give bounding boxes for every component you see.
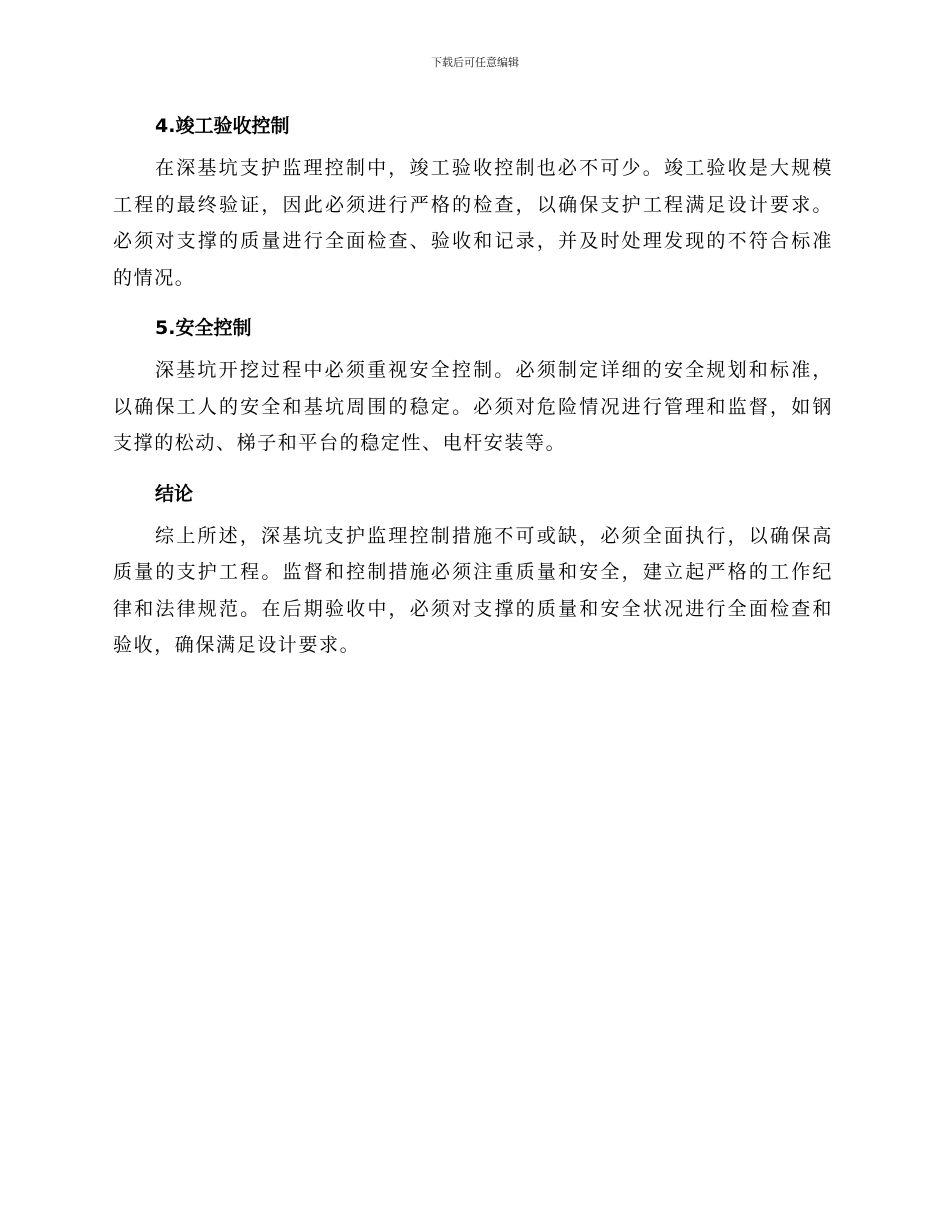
page-header: 下载后可任意编辑 (431, 56, 519, 69)
section-paragraph: 深基坑开挖过程中必须重视安全控制。必须制定详细的安全规划和标准，以确保工人的安全和基坑周围的稳定。必须对危险情况进行管理和监督，如钢支撑的松动、梯子和平台的稳定性、电杆安装等。 (113, 359, 833, 454)
section-heading: 结论 (155, 482, 194, 505)
section-paragraph: 在深基坑支护监理控制中，竣工验收控制也必不可少。竣工验收是大规模工程的最终验证，因此必须进行严格的检查，以确保支护工程满足设计要求。必须对支撑的质量进行全面检查、验收和记录，并及时处理发现的不符合标准的情况。 (113, 157, 833, 289)
section-heading: 5.安全控制 (155, 317, 252, 339)
section-heading: 4.竣工验收控制 (155, 115, 290, 137)
section-completion-acceptance (113, 108, 833, 296)
section-safety-control (113, 310, 833, 462)
section-conclusion (113, 476, 833, 664)
document-body (113, 108, 833, 678)
section-paragraph: 综上所述，深基坑支护监理控制措施不可或缺，必须全面执行，以确保高质量的支护工程。监督和控制措施必须注重质量和安全，建立起严格的工作纪律和法律规范。在后期验收中，必须对支撑的质量和安全状况进行全面检查和验收，确保满足设计要求。 (113, 524, 833, 656)
